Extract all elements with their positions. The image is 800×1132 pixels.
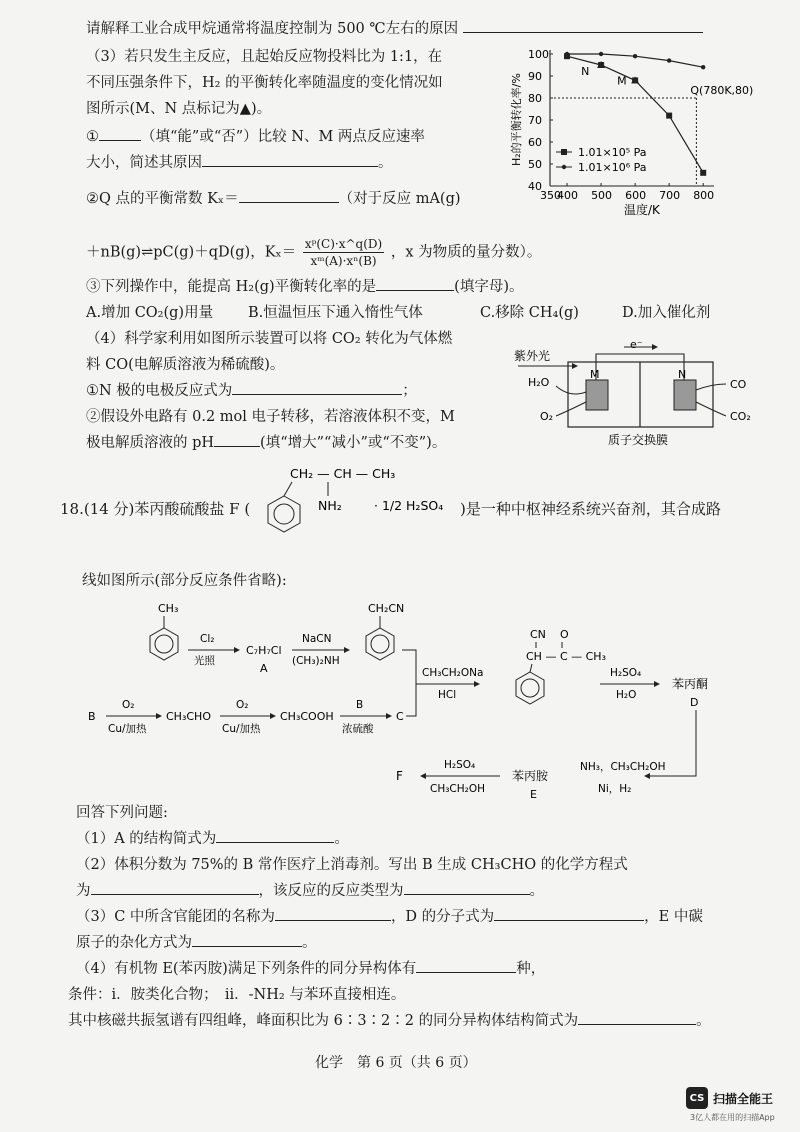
compound-ch3cooh: CH₃COOH xyxy=(280,710,334,723)
q18-a3-line1 xyxy=(76,906,703,928)
keto-chain: CH — C — CH₃ xyxy=(526,650,606,663)
option-d: D.加入催化剂 xyxy=(622,305,711,321)
label-b: B xyxy=(88,710,96,723)
compound-amine: 苯丙胺 xyxy=(512,769,549,783)
q17-s1-num: ① xyxy=(86,129,99,145)
light-arrowhead xyxy=(572,363,578,369)
page-footer: 化学 第 6 页（共 6 页） xyxy=(315,1055,477,1071)
cond-nacn: NaCN xyxy=(302,633,332,645)
q17-s2-kx: ②Q 点的平衡常数 Kₓ＝ xyxy=(86,191,239,207)
electrode-n-label: N xyxy=(678,368,687,381)
arrow-4-head xyxy=(654,681,660,687)
cond-conc-h2so4: 浓硫酸 xyxy=(342,723,374,735)
x-tick-label: 800 xyxy=(693,189,715,202)
kx-numerator: xᵖ(C)·x^q(D) xyxy=(304,237,383,251)
label-d: D xyxy=(690,696,699,709)
series-point-dot xyxy=(599,52,603,56)
keto-ring-bond xyxy=(530,664,532,672)
x-tick-label: 600 xyxy=(625,189,647,202)
y-tick-label: 100 xyxy=(528,48,549,61)
q17-p3-line1: （3）若只发生主反应，且起始反应物投料比为 1:1，在 xyxy=(86,49,443,65)
x-axis-title: 温度/K xyxy=(624,203,660,217)
arrow-3-head xyxy=(474,681,480,687)
q17-p4-line2: 料 CO(电解质溶液为稀硫酸)。 xyxy=(86,357,285,373)
x-tick-label: 700 xyxy=(659,189,681,202)
blank-p4-s2[interactable] xyxy=(214,432,260,447)
q17-s1-line2 xyxy=(86,152,393,174)
h2o-label: H₂O xyxy=(528,376,550,389)
scanner-slogan: 3亿人都在用的扫描App xyxy=(690,1113,775,1122)
f-nh2: NH₂ xyxy=(318,498,342,513)
q17-p4-s2-ph: 极电解质溶液的 pH xyxy=(86,435,215,451)
conversion-chart xyxy=(510,40,770,230)
electrode-n xyxy=(674,380,696,410)
q18-a2-end: 。 xyxy=(529,883,544,899)
legend-marker-square xyxy=(561,149,567,155)
option-a: A.增加 CO₂(g)用量 xyxy=(86,305,214,321)
y-tick-label: 50 xyxy=(528,158,542,171)
f-chain: CH₂ — CH — CH₃ xyxy=(290,466,396,481)
q17-p4-line1: （4）科学家利用如图所示装置可以将 CO₂ 转化为气体燃 xyxy=(86,331,453,347)
keto-cn: CN xyxy=(530,628,546,641)
y-axis-title: H₂的平衡转化率/% xyxy=(510,73,523,166)
q18-a2-type: ，该反应的反应类型为 xyxy=(258,883,404,899)
blank-a3-group[interactable] xyxy=(275,906,391,921)
cond-me2nh: (CH₃)₂NH xyxy=(292,655,340,667)
electrolysis-cell xyxy=(512,338,762,466)
compound-ch3cho: CH₃CHO xyxy=(166,710,211,723)
electron-label: e⁻ xyxy=(630,338,643,351)
toluene-ring-icon xyxy=(155,635,173,653)
electron-arrowhead xyxy=(652,344,658,350)
q17-p4-s2-line1: ②假设外电路有 0.2 mol 电子转移，若溶液体积不变，M xyxy=(86,409,455,425)
arrow-1-head xyxy=(234,647,240,653)
arrow-9-head xyxy=(420,773,426,779)
q17-s1-end: 。 xyxy=(378,155,393,171)
x-tick-label: 350 xyxy=(540,189,561,202)
y-tick-label: 90 xyxy=(528,70,542,83)
q17-s3-line xyxy=(86,276,524,298)
blank-a3-formula[interactable] xyxy=(494,906,644,921)
blank-a2-type[interactable] xyxy=(404,880,530,895)
q18-a1-end: 。 xyxy=(334,831,349,847)
cond-cu-2: Cu/加热 xyxy=(222,723,261,735)
label-e: E xyxy=(530,788,537,801)
y-tick-label: 70 xyxy=(528,114,542,127)
q17-p4-s1-line xyxy=(86,380,417,402)
arrow-8-head xyxy=(644,773,650,779)
y-tick-label: 40 xyxy=(528,180,542,193)
q17-s2-line1 xyxy=(86,188,461,210)
q18-a3-end: 。 xyxy=(302,935,317,951)
x-tick-label: 400 xyxy=(557,189,579,202)
q18-a3-formula: ，D 的分子式为 xyxy=(390,909,495,925)
scanner-name: 扫描全能王 xyxy=(713,1091,774,1106)
arrow-5-head xyxy=(156,713,162,719)
f-ring-bond xyxy=(284,482,292,496)
toluene-ch3: CH₃ xyxy=(158,602,179,615)
kx-denominator: xᵐ(A)·xⁿ(B) xyxy=(310,254,377,268)
q17-p3-line3: 图所示(M、N 点标记为▲)。 xyxy=(86,101,272,117)
cond-cu-1: Cu/加热 xyxy=(108,723,147,735)
q18-a4-kind: 种， xyxy=(516,961,546,977)
electrode-m-label: M xyxy=(590,368,600,381)
h2o-arrow xyxy=(556,386,586,394)
q17-s2-eq-line xyxy=(86,236,541,269)
series-point-square xyxy=(666,113,672,119)
q18-a4-line3 xyxy=(68,1010,711,1032)
cond-o2-2: O₂ xyxy=(236,699,249,711)
blank-a1[interactable] xyxy=(216,828,334,843)
series-point-square xyxy=(700,170,706,176)
q18-a4-line2: 条件：i．胺类化合物； ii．-NH₂ 与苯环直接相连。 xyxy=(68,987,406,1003)
electrode-m xyxy=(586,380,608,410)
point-q-label: Q(780K,80) xyxy=(690,84,754,97)
cond-ni: Ni，H₂ xyxy=(598,783,632,795)
cond-o2-1: O₂ xyxy=(122,699,135,711)
compound-ketone: 苯丙酮 xyxy=(672,677,709,691)
blank-a3-hybrid[interactable] xyxy=(192,932,302,947)
cell-light-label: 紫外光 xyxy=(514,349,551,363)
q17-s2-tail: ，x 为物质的量分数）。 xyxy=(390,244,542,261)
blank-p4-s1[interactable] xyxy=(232,380,402,395)
cond-h2so4-2: H₂SO₄ xyxy=(444,759,476,771)
q18-a2-line2 xyxy=(76,880,544,902)
point-n-label: N xyxy=(581,65,590,78)
f-benzene-ring-icon xyxy=(274,504,294,524)
q17-p4-s2-line2 xyxy=(86,432,446,454)
legend-marker-dot xyxy=(562,165,566,169)
cond-etoh: CH₃CH₂OH xyxy=(430,783,486,795)
q18-a4-line1 xyxy=(76,958,545,980)
cond-etona: CH₃CH₂ONa xyxy=(422,667,484,679)
co-label: CO xyxy=(730,378,747,391)
arrow-6-head xyxy=(270,713,276,719)
option-c: C.移除 CH₄(g) xyxy=(480,305,579,321)
keto-o: O xyxy=(560,628,569,641)
cond-b: B xyxy=(356,699,364,711)
cond-cl2: Cl₂ xyxy=(200,633,215,645)
q17-s3-text: ③下列操作中，能提高 H₂(g)平衡转化率的是 xyxy=(86,279,377,295)
q17-p4-s1-end: ； xyxy=(402,383,417,399)
blank-s3[interactable] xyxy=(376,276,454,291)
q18-a4-nmr: 其中核磁共振氢谱有四组峰，峰面积比为 6∶3∶2∶2 的同分异构体结构简式为 xyxy=(68,1013,579,1029)
f-salt: · 1/2 H₂SO₄ xyxy=(374,498,444,513)
q17-s1-line1 xyxy=(86,126,425,148)
y-tick-label: 80 xyxy=(528,92,542,105)
q17-p4-s2-end: (填“增大”“减小”或“不变”)。 xyxy=(260,435,447,451)
q18-a2-line1: （2）体积分数为 75%的 B 常作医疗上消毒剂。写出 B 生成 CH₃CHO 的化学方程式 xyxy=(76,857,628,873)
membrane-label: 质子交换膜 xyxy=(608,433,669,447)
kx-fraction xyxy=(303,236,384,269)
q18-a3-group: （3）C 中所含官能团的名称为 xyxy=(76,909,275,925)
merge-bracket xyxy=(402,650,416,716)
q17-s1-reason: 大小，简述其原因 xyxy=(86,155,202,171)
compound-c7h7cl: C₇H₇Cl xyxy=(246,644,282,657)
arrow-2-head xyxy=(344,647,350,653)
q18-ask: 回答下列问题: xyxy=(76,805,168,821)
q17-intro: 请解释工业合成甲烷通常将温度控制为 500 ℃左右的原因 xyxy=(86,21,459,37)
q17-s1-text: （填“能”或“否”）比较 N、M 两点反应速率 xyxy=(141,129,425,145)
toluene-benzene-icon xyxy=(150,628,178,660)
q18-a1: （1）A 的结构简式为 xyxy=(76,831,217,847)
benzyl-cyanide-ring-icon xyxy=(371,635,389,653)
q18-a2-wei: 为 xyxy=(76,883,91,899)
q17-s2-reaction: （对于反应 mA(g) xyxy=(338,191,461,207)
q18-a4-isomers: （4）有机物 E(苯丙胺)满足下列条件的同分异构体有 xyxy=(76,961,417,977)
q18-head-c: 线如图所示(部分反应条件省略): xyxy=(82,573,287,589)
compound-f-structure xyxy=(252,460,452,540)
q17-s3-end: (填字母)。 xyxy=(454,279,524,295)
blank-a2-eq[interactable] xyxy=(91,880,259,895)
q17-p4-s1: ①N 极的电极反应式为 xyxy=(86,383,233,399)
camscanner-icon: CS xyxy=(686,1087,708,1109)
blank-intro[interactable] xyxy=(463,18,703,33)
label-a: A xyxy=(260,662,268,675)
keto-benzene-icon xyxy=(516,672,544,704)
option-b: B.恒温恒压下通入惰性气体 xyxy=(248,305,423,321)
x-tick-label: 500 xyxy=(591,189,613,202)
q18-a3-hybrid: 原子的杂化方式为 xyxy=(76,935,192,951)
blank-s1-yesno[interactable] xyxy=(99,126,141,141)
series-point-dot xyxy=(701,65,705,69)
legend-label-0: 1.01×10⁵ Pa xyxy=(578,146,647,159)
cond-nh3: NH₃，CH₃CH₂OH xyxy=(580,761,666,773)
scanner-watermark xyxy=(686,1087,773,1109)
benzyl-cyanide-benzene-icon xyxy=(366,628,394,660)
q18-a3-carbon: ，E 中碳 xyxy=(644,909,703,925)
co2-label: CO₂ xyxy=(730,410,751,423)
co-arrow xyxy=(696,384,726,390)
label-f: F xyxy=(396,769,403,783)
q17-p3-line2: 不同压强条件下，H₂ 的平衡转化率随温度的变化情况如 xyxy=(86,75,443,91)
cond-h2o: H₂O xyxy=(616,689,637,701)
cond-h2so4: H₂SO₄ xyxy=(610,667,642,679)
series-point-dot xyxy=(633,54,637,58)
benzyl-cyanide-label: CH₂CN xyxy=(368,602,405,615)
o2-label: O₂ xyxy=(540,410,554,423)
label-c: C xyxy=(396,710,404,723)
co2-arrow xyxy=(696,402,726,416)
point-m-label: M xyxy=(617,74,627,88)
q18-a3-line2 xyxy=(76,932,317,954)
q18-a4-end: 。 xyxy=(696,1013,711,1029)
f-benzene-icon xyxy=(268,496,300,532)
blank-s1-reason[interactable] xyxy=(202,152,378,167)
synthesis-route xyxy=(60,598,780,808)
o2-arrow xyxy=(556,402,586,416)
q18-head-a: 18.(14 分)苯丙酸硫酸盐 F ( xyxy=(60,500,251,518)
blank-a4-count[interactable] xyxy=(416,958,516,973)
keto-ring-icon xyxy=(521,679,539,697)
q17-s2-eq: ＋nB(g)⇌pC(g)＋qD(g)，Kₓ＝ xyxy=(86,244,297,261)
legend-label-1: 1.01×10⁶ Pa xyxy=(578,161,647,174)
blank-a4-structure[interactable] xyxy=(578,1010,696,1025)
series-point-dot xyxy=(565,52,569,56)
cond-hcl: HCl xyxy=(438,689,457,701)
y-tick-label: 60 xyxy=(528,136,542,149)
series-point-dot xyxy=(667,58,671,62)
cond-light: 光照 xyxy=(194,655,215,667)
arrow-7-head xyxy=(386,713,392,719)
blank-s2-kx[interactable] xyxy=(239,188,339,203)
q18-head-b: )是一种中枢神经系统兴奋剂，其合成路 xyxy=(460,500,721,518)
q17-intro-line xyxy=(86,18,703,40)
q18-a1-line xyxy=(76,828,349,850)
